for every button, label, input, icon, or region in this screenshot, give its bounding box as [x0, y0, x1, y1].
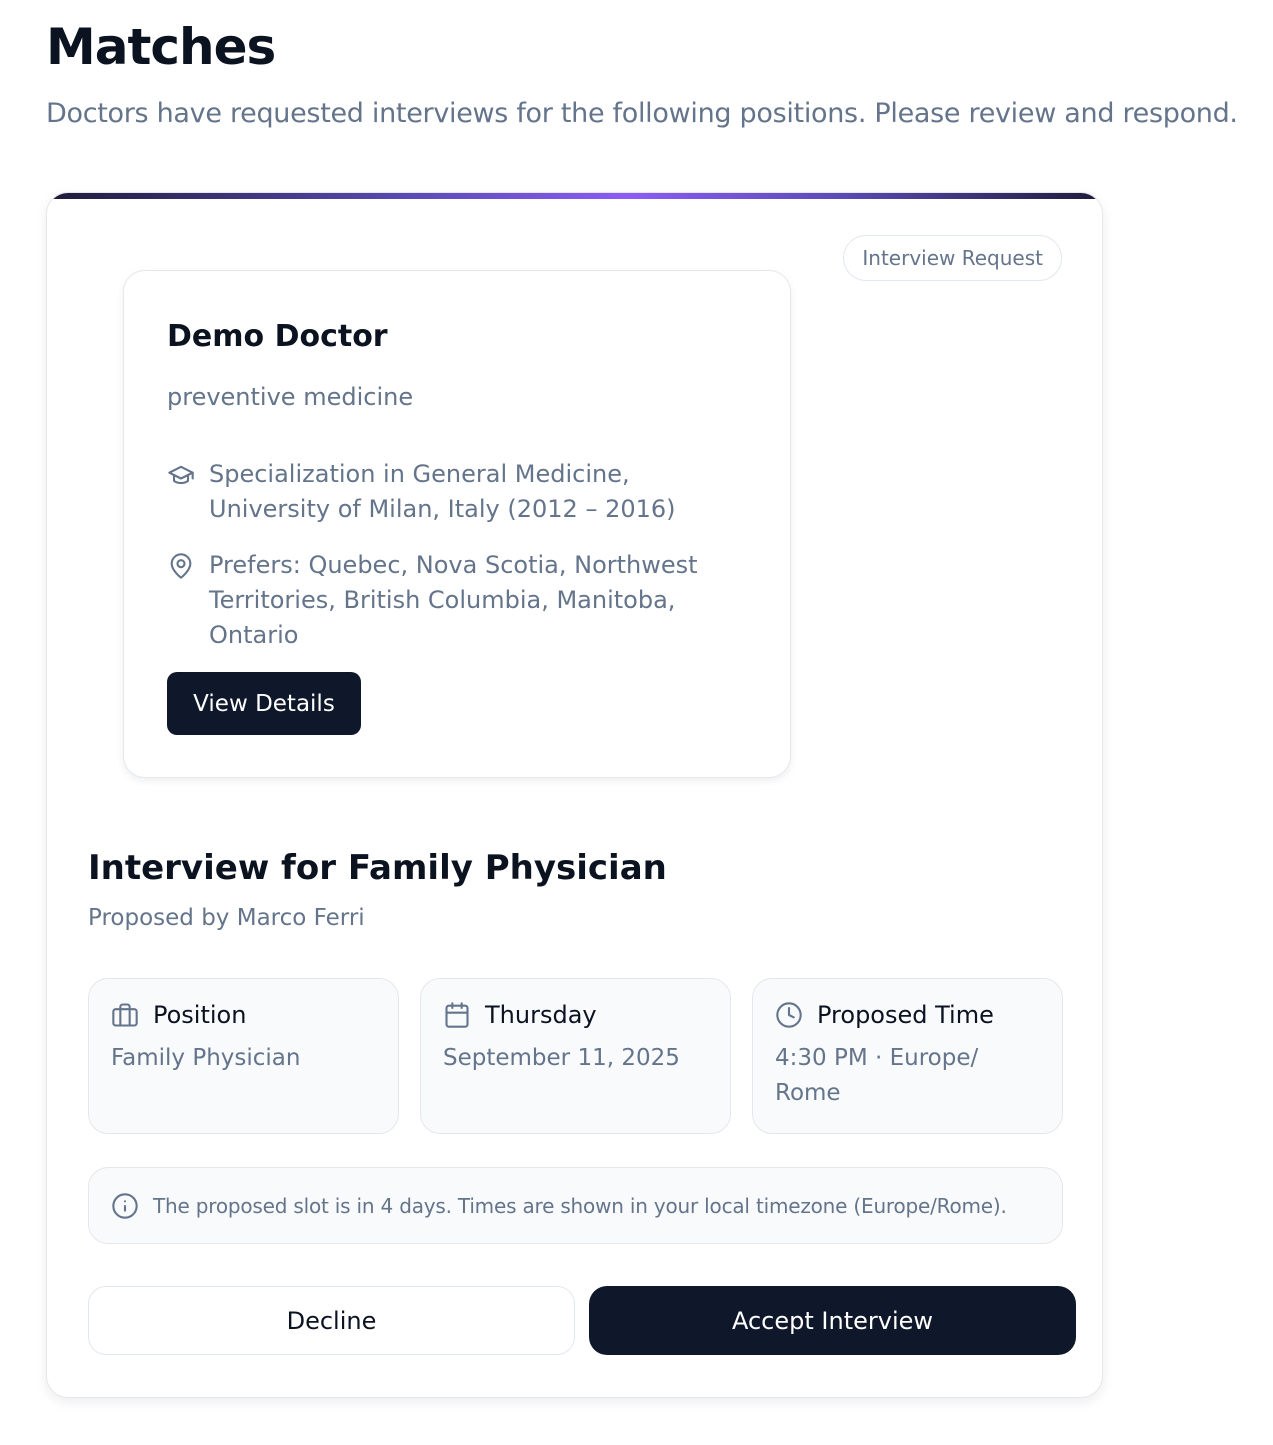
map-pin-icon	[167, 552, 195, 580]
decline-button[interactable]: Decline	[88, 1286, 575, 1355]
interview-title: Interview for Family Physician	[88, 848, 667, 888]
position-value: Family Physician	[111, 1045, 301, 1071]
position-label: Position	[153, 1001, 247, 1029]
clock-icon	[775, 1001, 803, 1029]
education-row	[167, 457, 747, 527]
notice-text: The proposed slot is in 4 days. Times are shown in your local timezone (Europe/Rome).	[153, 1193, 1007, 1218]
page-title: Matches	[46, 18, 276, 76]
time-box	[752, 978, 1063, 1134]
date-weekday: Thursday	[485, 1001, 597, 1029]
date-box	[420, 978, 731, 1134]
doctor-education: Specialization in General Medicine, University of Milan, Italy (2012 – 2016)	[209, 460, 676, 523]
accept-interview-button[interactable]: Accept Interview	[589, 1286, 1076, 1355]
doctor-profile-card	[123, 270, 791, 778]
graduation-cap-icon	[167, 461, 195, 489]
card-accent-bar	[47, 193, 1102, 199]
doctor-specialty: preventive medicine	[167, 383, 414, 411]
doctor-name: Demo Doctor	[167, 319, 388, 354]
timezone-notice	[88, 1167, 1063, 1244]
doctor-preferences: Prefers: Quebec, Nova Scotia, Northwest Territories, British Columbia, Manitoba, Ontario	[209, 551, 698, 649]
position-box	[88, 978, 399, 1134]
info-icon	[111, 1192, 139, 1220]
status-badge: Interview Request	[843, 235, 1062, 281]
time-label: Proposed Time	[817, 1001, 994, 1029]
calendar-icon	[443, 1001, 471, 1029]
match-card	[46, 192, 1103, 1398]
date-value: September 11, 2025	[443, 1045, 680, 1071]
time-value: 4:30 PM · Europe/ Rome	[775, 1045, 979, 1106]
view-details-button[interactable]: View Details	[167, 672, 361, 735]
interview-proposed-by: Proposed by Marco Ferri	[88, 905, 365, 931]
location-row	[167, 548, 707, 653]
page-subtitle: Doctors have requested interviews for the following positions. Please review and respond.	[46, 98, 1238, 129]
briefcase-icon	[111, 1001, 139, 1029]
